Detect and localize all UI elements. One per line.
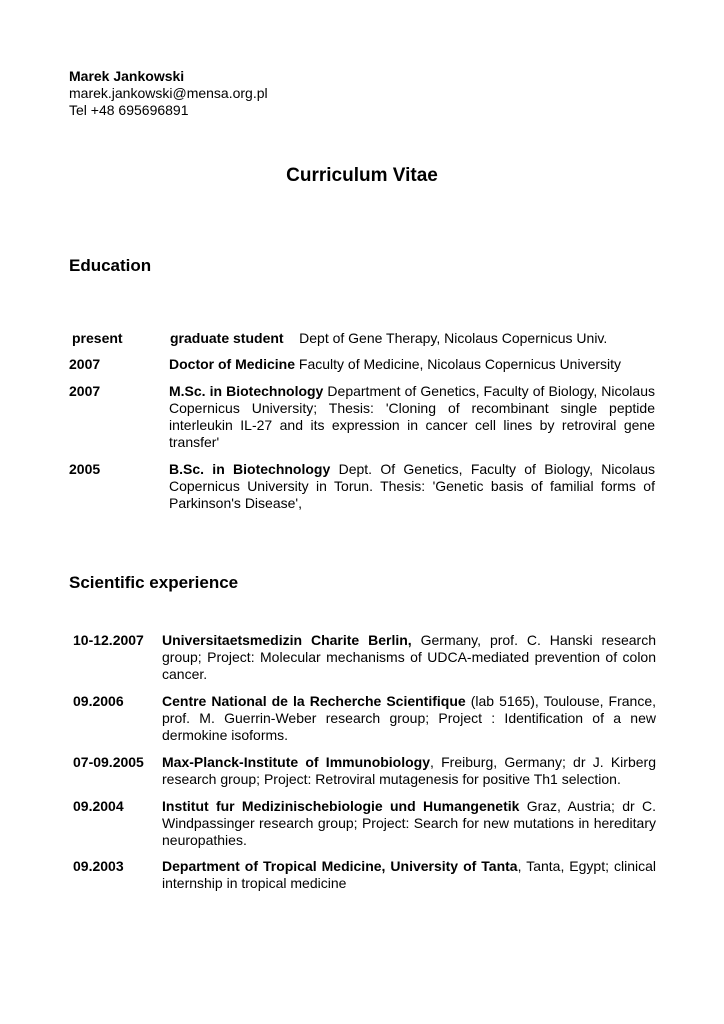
contact-header bbox=[69, 68, 268, 119]
experience-text: , Freiburg, Germany; dr J. Kirberg research group; Project: Retroviral mutagenesis for positive Th1 selection. bbox=[162, 754, 656, 787]
education-text: Dept. Of Genetics, Faculty of Biology, Nicolaus Copernicus University in Torun. Thesis: 'Genetic basis of familial forms of Parkinson's Disease', bbox=[169, 461, 655, 511]
experience-title: Department of Tropical Medicine, University of Tanta bbox=[162, 858, 518, 874]
experience-text: Graz, Austria; dr C. Windpassinger research group; Project: Search for new mutations in hereditary neuropathies. bbox=[162, 798, 656, 848]
education-heading: Education bbox=[69, 256, 152, 275]
education-text: Dept of Gene Therapy, Nicolaus Copernicus Univ. bbox=[283, 330, 608, 346]
author-name: Marek Jankowski bbox=[69, 68, 185, 84]
education-title: graduate student bbox=[170, 330, 284, 346]
experience-description bbox=[162, 798, 656, 849]
experience-description bbox=[162, 693, 656, 744]
author-phone: Tel +48 695696891 bbox=[69, 102, 189, 118]
education-text: Faculty of Medicine, Nicolaus Copernicus University bbox=[295, 356, 622, 372]
document-title: Curriculum Vitae bbox=[286, 165, 438, 186]
experience-date: 09.2003 bbox=[73, 858, 124, 874]
experience-title: Max-Planck-Institute of Immunobiology bbox=[162, 754, 431, 770]
experience-description bbox=[162, 754, 656, 788]
experience-text: (lab 5165), Toulouse, France, prof. M. Guerrin-Weber research group; Project : Identification of a new dermokine isoforms. bbox=[162, 693, 656, 743]
education-description bbox=[169, 383, 655, 451]
education-title: B.Sc. in Biotechnology bbox=[169, 461, 331, 477]
education-date: 2007 bbox=[69, 356, 101, 372]
experience-description bbox=[162, 858, 656, 892]
experience-date: 07-09.2005 bbox=[73, 754, 144, 770]
experience-title: Universitaetsmedizin Charite Berlin, bbox=[162, 632, 412, 648]
experience-date: 09.2006 bbox=[73, 693, 124, 709]
education-description bbox=[170, 330, 656, 347]
author-email: marek.jankowski@mensa.org.pl bbox=[69, 85, 268, 101]
education-date: 2005 bbox=[69, 461, 101, 477]
education-description bbox=[169, 461, 655, 512]
experience-text: Germany, prof. C. Hanski research group; Project: Molecular mechanisms of UDCA-mediated prevention of colon cancer. bbox=[162, 632, 656, 682]
experience-date: 09.2004 bbox=[73, 798, 124, 814]
education-date: present bbox=[72, 330, 123, 346]
education-text: Department of Genetics, Faculty of Biology, Nicolaus Copernicus University; Thesis: 'Cloning of recombinant single peptide interleukin IL-27 and its expression in cancer cell lines by retroviral gene transfer' bbox=[169, 383, 655, 450]
education-title: Doctor of Medicine bbox=[169, 356, 296, 372]
education-description bbox=[169, 356, 655, 373]
experience-date: 10-12.2007 bbox=[73, 632, 144, 648]
education-title: M.Sc. in Biotechnology bbox=[169, 383, 324, 399]
experience-heading: Scientific experience bbox=[69, 573, 239, 592]
experience-title: Centre National de la Recherche Scientifique bbox=[162, 693, 466, 709]
experience-title: Institut fur Medizinischebiologie und Humangenetik bbox=[162, 798, 520, 814]
education-date: 2007 bbox=[69, 383, 101, 399]
experience-description bbox=[162, 632, 656, 683]
experience-text: , Tanta, Egypt; clinical internship in tropical medicine bbox=[162, 858, 656, 891]
